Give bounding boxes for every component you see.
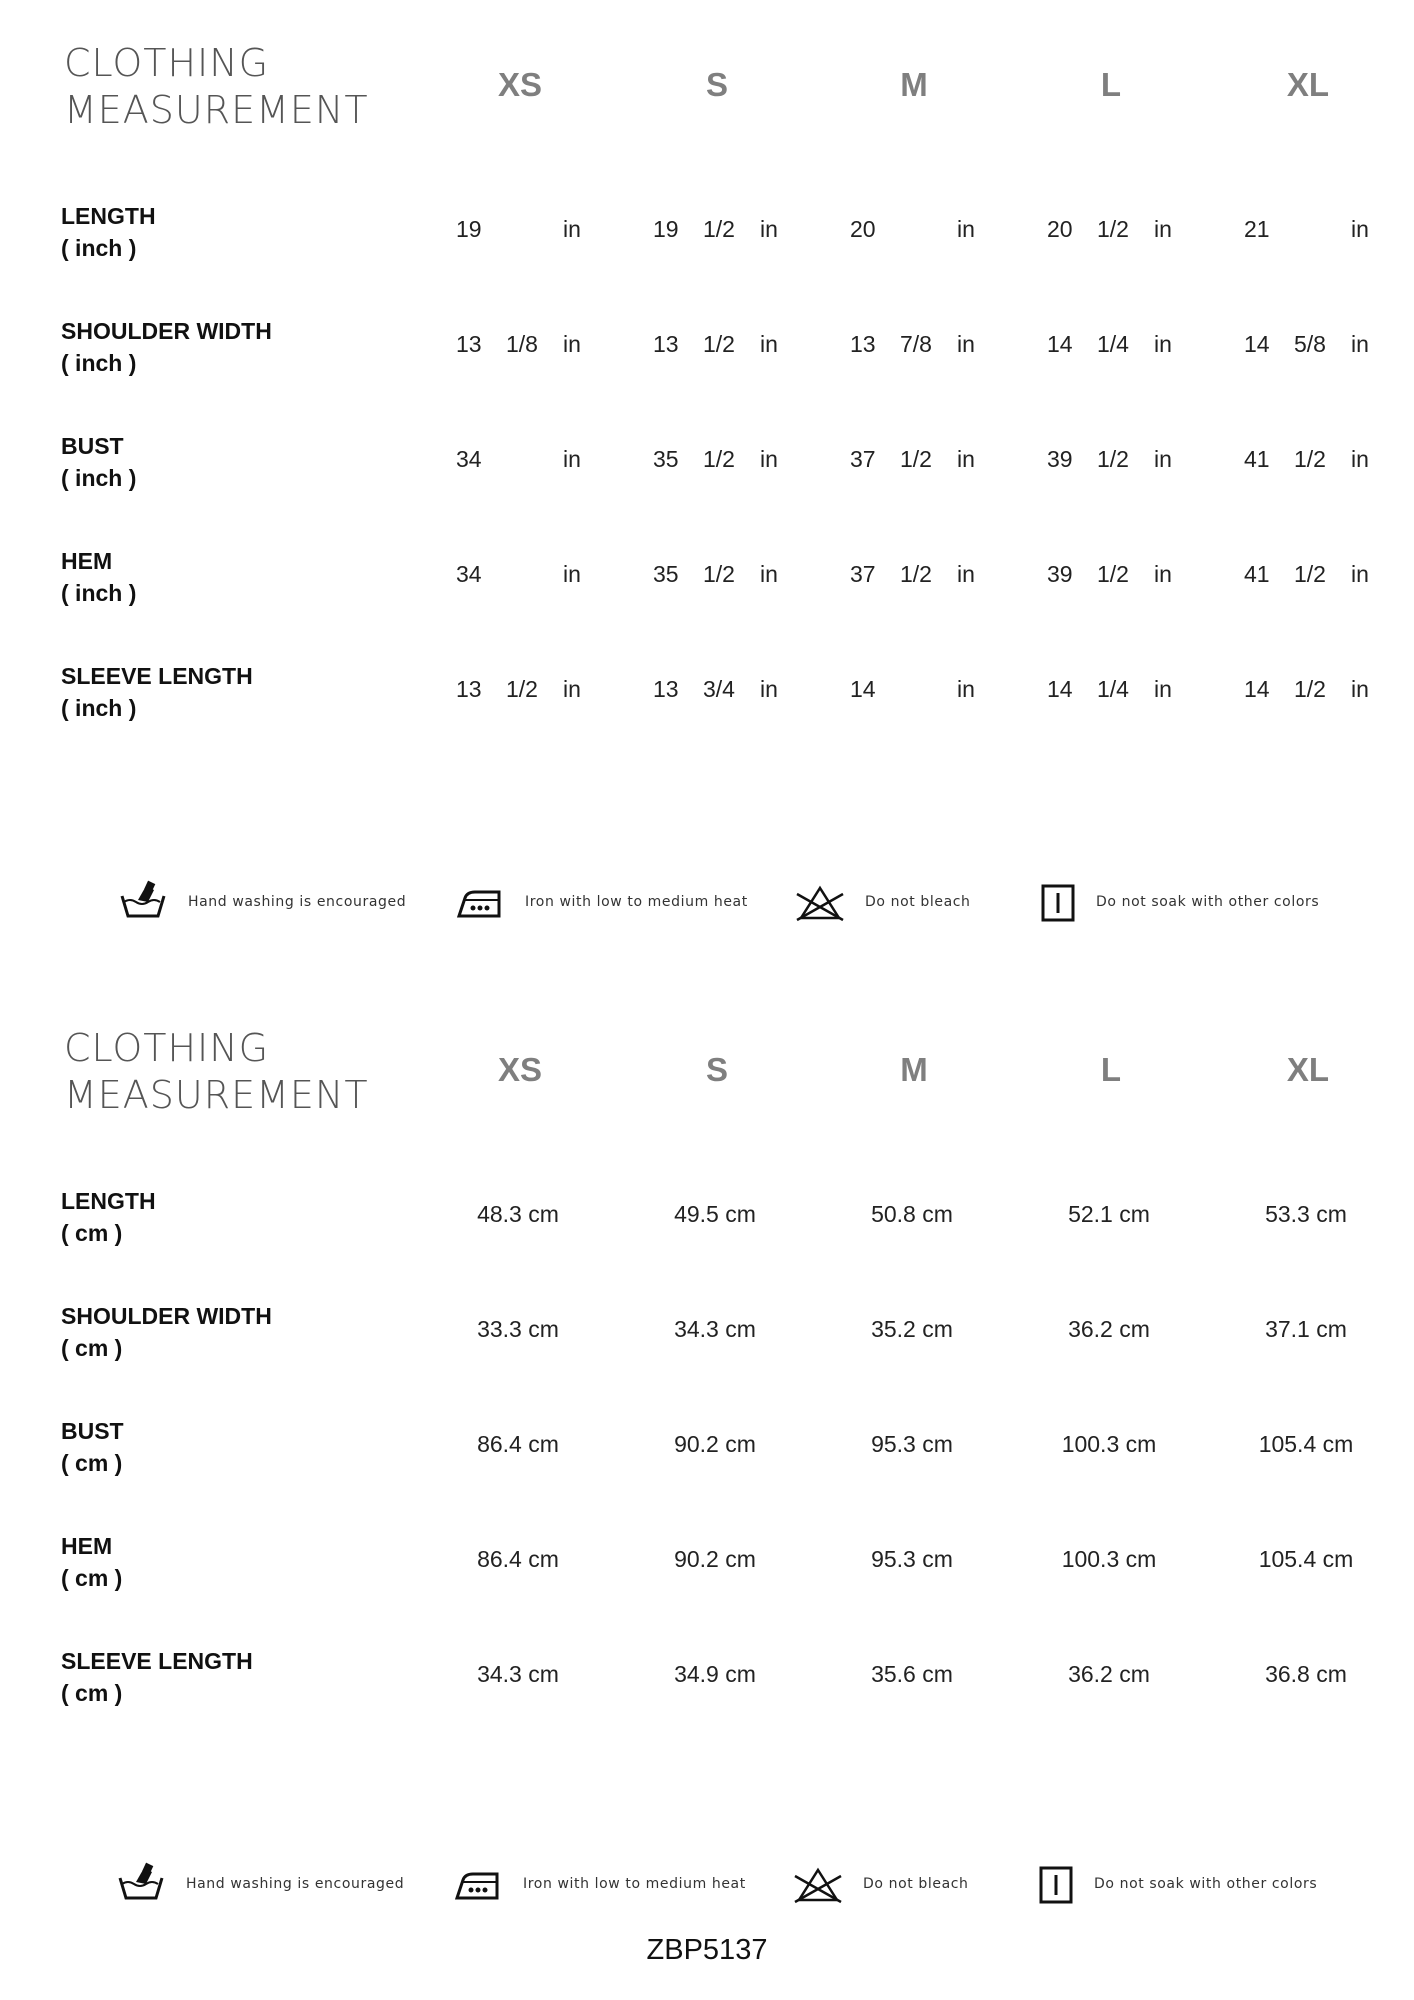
size-header-m: M xyxy=(900,66,928,103)
table-row xyxy=(0,1415,1414,1485)
value-cell: 35.2 cm xyxy=(871,1316,953,1342)
title-line-2: MEASUREMENT xyxy=(64,88,369,132)
section-title xyxy=(64,1025,369,1119)
title-line-1: CLOTHING xyxy=(64,41,270,85)
row-label: LENGTH ( cm ) xyxy=(61,1188,156,1246)
size-header-xl: XL xyxy=(1286,66,1330,103)
table-row: BUST ( inch ) 34 in 35 1/2 in 37 1/2 in 39 1/2 in 41 1/2 in xyxy=(0,430,1414,500)
size-header-s: S xyxy=(705,1051,728,1088)
value-cell: 49.5 cm xyxy=(674,1201,756,1227)
row-label: HEM ( cm ) xyxy=(61,1533,123,1591)
value-cell: 48.3 cm xyxy=(477,1201,559,1227)
value-cell: 34.3 cm xyxy=(477,1661,559,1687)
value-cell: 95.3 cm xyxy=(871,1431,953,1457)
value-cell: 36.2 cm xyxy=(1068,1316,1150,1342)
no-bleach-icon xyxy=(795,880,845,926)
size-header-l: L xyxy=(1100,66,1122,103)
value-cell: 50.8 cm xyxy=(871,1201,953,1227)
care-text: Do not soak with other colors xyxy=(1096,894,1320,910)
iron-icon xyxy=(455,880,505,926)
row-label: SHOULDER WIDTH ( cm ) xyxy=(61,1303,272,1361)
table-row: LENGTH ( inch ) 19 in 19 1/2 in 20 in 20 1/2 in 21 in xyxy=(0,200,1414,270)
row-label: SLEEVE LENGTH ( inch ) xyxy=(61,663,253,721)
hand-wash-icon xyxy=(118,1862,168,1908)
size-header-xs: XS xyxy=(497,66,543,103)
value-cell: 105.4 cm xyxy=(1258,1431,1354,1457)
row-label: HEM ( inch ) xyxy=(61,548,137,606)
table-row: SLEEVE LENGTH ( inch ) 13 1/2 in 13 3/4 in 14 in 14 1/4 in 14 1/2 in xyxy=(0,660,1414,730)
value-cell: 86.4 cm xyxy=(477,1431,559,1457)
value-cell: 52.1 cm xyxy=(1068,1201,1150,1227)
table-row xyxy=(0,1530,1414,1600)
table-row: SHOULDER WIDTH ( inch ) 13 1/8 in 13 1/2 in 13 7/8 in 14 1/4 in 14 5/8 in xyxy=(0,315,1414,385)
care-text: Hand washing is encouraged xyxy=(186,1876,405,1892)
table-row xyxy=(0,1300,1414,1370)
no-soak-icon xyxy=(1033,1862,1083,1908)
section-title xyxy=(64,40,369,134)
row-label: BUST ( inch ) xyxy=(61,433,137,491)
size-header-xs: XS xyxy=(497,1051,543,1088)
value-cell: 100.3 cm xyxy=(1061,1431,1157,1457)
product-code: ZBP5137 xyxy=(646,1934,768,1966)
size-header-l: L xyxy=(1100,1051,1122,1088)
care-text: Do not bleach xyxy=(863,1876,969,1892)
value-cell: 90.2 cm xyxy=(674,1546,756,1572)
value-cell: 90.2 cm xyxy=(674,1431,756,1457)
care-instructions xyxy=(0,1862,1414,1912)
title-line-2: MEASUREMENT xyxy=(64,1073,369,1117)
care-text: Do not bleach xyxy=(865,894,971,910)
row-label: LENGTH ( inch ) xyxy=(61,203,156,261)
value-cell: 53.3 cm xyxy=(1265,1201,1347,1227)
value-cell: 34.9 cm xyxy=(674,1661,756,1687)
value-cell: 86.4 cm xyxy=(477,1546,559,1572)
row-label: SLEEVE LENGTH ( cm ) xyxy=(61,1648,253,1706)
value-cell: 36.2 cm xyxy=(1068,1661,1150,1687)
value-cell: 35.6 cm xyxy=(871,1661,953,1687)
care-text: Iron with low to medium heat xyxy=(525,894,748,910)
hand-wash-icon xyxy=(120,880,170,926)
title-line-1: CLOTHING xyxy=(64,1026,270,1070)
size-header-m: M xyxy=(900,1051,928,1088)
size-header-xl: XL xyxy=(1286,1051,1330,1088)
care-instructions xyxy=(0,880,1414,930)
iron-icon xyxy=(453,1862,503,1908)
table-row xyxy=(0,1645,1414,1715)
row-label: BUST ( cm ) xyxy=(61,1418,124,1476)
table-row xyxy=(0,1185,1414,1255)
row-label: SHOULDER WIDTH ( inch ) xyxy=(61,318,272,376)
no-bleach-icon xyxy=(793,1862,843,1908)
value-cell: 37.1 cm xyxy=(1265,1316,1347,1342)
no-soak-icon xyxy=(1035,880,1085,926)
care-text: Hand washing is encouraged xyxy=(188,894,407,910)
care-text: Iron with low to medium heat xyxy=(523,1876,746,1892)
care-text: Do not soak with other colors xyxy=(1094,1876,1318,1892)
value-cell: 105.4 cm xyxy=(1258,1546,1354,1572)
value-cell: 33.3 cm xyxy=(477,1316,559,1342)
value-cell: 34.3 cm xyxy=(674,1316,756,1342)
size-header-s: S xyxy=(705,66,728,103)
value-cell: 100.3 cm xyxy=(1061,1546,1157,1572)
value-cell: 36.8 cm xyxy=(1265,1661,1347,1687)
table-row: HEM ( inch ) 34 in 35 1/2 in 37 1/2 in 39 1/2 in 41 1/2 in xyxy=(0,545,1414,615)
value-cell: 95.3 cm xyxy=(871,1546,953,1572)
